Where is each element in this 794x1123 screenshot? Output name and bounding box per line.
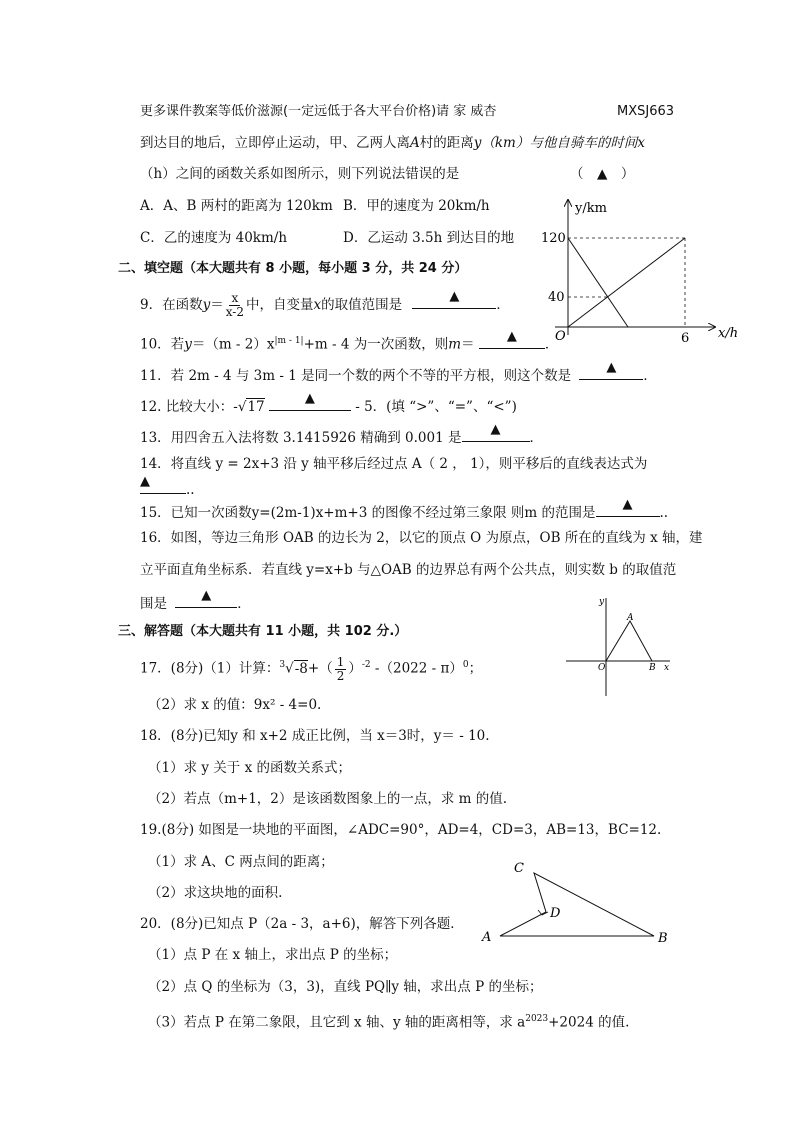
q17-part2: （2）求 x 的值：9x² - 4=0. (148, 697, 322, 713)
q11: 11．若 2m - 4 与 3m - 1 是同一个数的两个不等的平方根，则这个数是 ▲ ． (140, 360, 657, 384)
graph1-origin: O (555, 329, 566, 344)
q12: 12. 比较大小：-√17 ▲ - 5．(填 “>”、“=”、“<”) (140, 391, 517, 415)
q10: 10．若$y=(m - 2)x^{|m - 1|}+m - 4$ 为一次函数，则m＝ ▲ ． (140, 328, 559, 353)
section3-title: 三、解答题（本大题共有 11 小题，共 102 分.） (118, 624, 408, 639)
q16-line3: 围是 ▲ ． (140, 588, 251, 612)
svg-text:x: x (664, 663, 670, 673)
line-jia (568, 238, 628, 327)
q8-line2: （h）之间的函数关系如图所示，则下列说法错误的是 (140, 166, 460, 182)
section2-title: 二、填空题（本大题共有 8 小题，每小题 3 分，共 24 分） (118, 261, 468, 276)
q11-answer-blank: ▲ (579, 363, 643, 380)
q19-part2: （2）求这块地的面积. (148, 885, 283, 901)
q16-line1: 16．如图，等边三角形 OAB 的边长为 2，以它的顶点 O 为原点，OB 所在的直线为 x 轴，建 (140, 530, 703, 546)
distance-time-graph (535, 195, 745, 350)
q15: 15．已知一次函数y=(2m-1)x+m+3 的图像不经过第三象限 则m 的范围是 ▲ .. (140, 497, 669, 521)
q14-answer-blank: ▲ (140, 477, 186, 494)
q8-line1: 到达目的地后，立即停止运动，甲、乙两人离A村的距离y（km）与他自骑车的时间x (140, 135, 645, 151)
q8-option-a: A．A、B 两村的距离为 120km (140, 198, 333, 214)
q9: 9．在函数y＝ $\frac{x}{x-2}$ 中，自变量x的取值范围是 ▲ ． (140, 289, 510, 319)
q19-line1: 19.(8分) 如图是一块地的平面图，∠ADC=90°，AD=4，CD=3，AB=13，BC=12. (140, 822, 662, 838)
q17-part1: 17．(8分)（1）计算：$^3$√-8+（ $\frac{1}{2}$ ）$^{-2}$ -（2022 - π）$^0$； (140, 654, 483, 683)
q20-part1: （1）点 P 在 x 轴上，求出点 P 的坐标； (148, 947, 398, 963)
q14-line1: 14．将直线 y = 2x+3 沿 y 轴平移后经过点 A（ 2 ， 1），则平移后的直线表达式为 (140, 456, 648, 472)
q8-option-d: D．乙运动 3.5h 到达目的地 (343, 230, 515, 246)
header-code: MXSJ663 (617, 104, 675, 119)
q20-line1: 20．(8分)已知点 P（2a - 3，a+6)，解答下列各题． (140, 916, 464, 932)
q8-answer-paren: （ ▲ ） (570, 166, 635, 182)
q13-answer-blank: ▲ (462, 425, 530, 442)
svg-text:B: B (658, 931, 668, 945)
triangle-oab-graph (560, 592, 675, 697)
q8-option-b: B．甲的速度为 20km/h (343, 198, 490, 214)
graph1-xlabel: x/h (718, 326, 739, 341)
graph1-y120: 120 (541, 231, 566, 246)
svg-text:O: O (598, 663, 606, 673)
line-yi (568, 238, 685, 327)
q13: 13．用四舍五入法将数 3.1415926 精确到 0.001 是 ▲ ． (140, 422, 543, 446)
svg-text:C: C (514, 861, 524, 876)
q18-line1: 18．(8分)已知y 和 x+2 成正比例，当 x＝3时，y＝ - 10. (140, 728, 490, 744)
svg-text:y: y (599, 597, 605, 607)
q18-part2: （2）若点（m+1，2）是该函数图象上的一点，求 m 的值. (148, 791, 508, 807)
graph1-x6: 6 (681, 331, 690, 346)
q16-line2: 立平面直角坐标系．若直线 y=x+b 与△OAB 的边界总有两个公共点，则实数 b 的取值范 (140, 562, 677, 578)
q18-part1: （1）求 y 关于 x 的函数关系式； (148, 760, 351, 776)
svg-text:D: D (550, 906, 561, 921)
q15-answer-blank: ▲ (596, 500, 660, 517)
q19-part1: （1）求 A、C 两点间的距离； (148, 854, 334, 870)
graph1-ylabel: y/km (575, 201, 607, 216)
svg-text:A: A (482, 930, 492, 945)
q20-part3: （3）若点 P 在第二象限，且它到 x 轴、y 轴的距离相等，求 $a^{2023}+2024$ 的值. (148, 1014, 630, 1031)
svg-text:B: B (649, 663, 656, 673)
q20-part2: （2）点 Q 的坐标为（3，3)，直线 PQ∥y 轴，求出点 P 的坐标； (148, 979, 543, 995)
q14-line2: ▲ .. (140, 474, 195, 498)
graph1-y40: 40 (548, 290, 565, 305)
q17-fraction: $\frac{1}{2}$ (336, 654, 345, 683)
land-plan-figure (478, 855, 678, 945)
q10-answer-blank: ▲ (479, 332, 545, 349)
q9-answer-blank: ▲ (412, 292, 496, 309)
quadrilateral-abcd (500, 873, 654, 936)
triangle-oab (606, 621, 652, 661)
q8-option-c: C．乙的速度为 40km/h (140, 230, 288, 246)
q16-answer-blank: ▲ (175, 591, 237, 608)
svg-text:A: A (627, 613, 634, 623)
q9-fraction: $\frac{x}{x-2}$ (225, 291, 244, 319)
q12-answer-blank: ▲ (269, 394, 351, 411)
header-ad: 更多课件教案等低价滋源(一定远低于各大平台价格)请 家 威杏 (140, 104, 497, 119)
